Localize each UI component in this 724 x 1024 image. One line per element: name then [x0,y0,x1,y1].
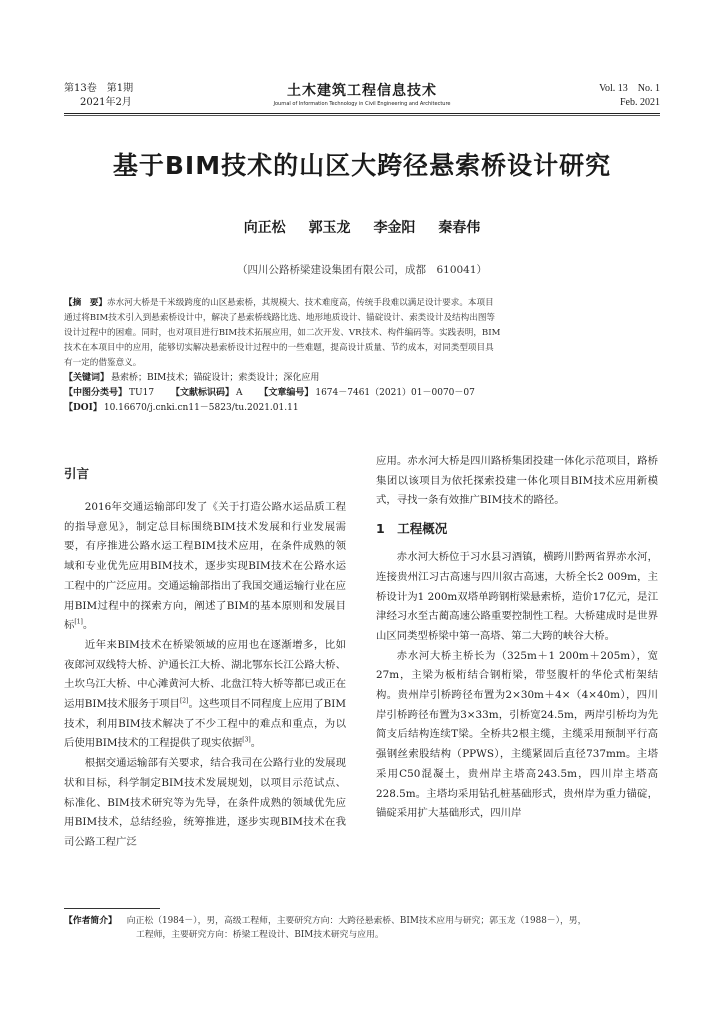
journal-title-en: Journal of Information Technology in Civil Engineering and Architecture [273,101,451,107]
citation: [3] [242,736,251,744]
keywords-label: 【关键词】 [64,373,110,383]
paragraph: 根据交通运输部有关要求，结合我司在公路行业的发展现状和目标，科学制定BIM技术发展规划，以项目示范试点、标准化、BIM技术研究等为先导，在条件成熟的领域优先应用BIM技术，总结经验，统筹推进，逐步实现BIM技术在我司公路工程广泛 [64,757,346,848]
footnote-label: 【作者简介】 [64,916,117,926]
abstract-line: 通过将BIM技术引入到悬索桥设计中，解决了悬索桥线路比选、地形地质设计、锚碇设计、索类设计及结构出图等 [64,313,496,323]
abstract-block [64,296,660,416]
classification [64,386,660,401]
abstract-line: 有一定的借鉴意义。 [64,358,142,368]
doi [64,401,660,416]
volume-issue-en: Vol. 13 No. 1 [599,83,660,94]
clc-value: TU17 [129,388,155,398]
header-rule [64,113,660,114]
article-number-label: 【文章编号】 [259,388,314,398]
issue-info-en [599,82,660,110]
citation: [2] [179,697,189,705]
article-number-value: 1674－7461（2021）01－0070－07 [315,388,475,398]
footnote-rule [64,908,160,909]
abstract-line: 技术在本项目中的应用，能够切实解决悬索桥设计过程中的一些难题，提高设计质量、节约成本，对同类型项目具 [64,343,494,353]
paragraph: 近年来BIM技术在桥梁领域的应用也在逐渐增多，比如夜郎河双线特大桥、沪通长江大桥、湖北鄂东长江公路大桥、土坎乌江大桥、中心滩黄河大桥、北盘江特大桥等都已或正在运用BIM技术服务于项目[2]。这些项目不同程度上应用了BIM技术，利用BIM技术解决了不少工程中的难点和重点，为以后使用BIM技术的工程提供了现实依据[3]。 [64,638,346,750]
publish-date: 2021年2月 [80,97,132,108]
section-heading: 1 工程概况 [376,521,448,537]
journal-name [64,82,660,108]
paragraph: 赤水河大桥主桥长为（325m＋1 200m＋205m），宽27m，主梁为板桁结合钢桁梁，带竖腹杆的华伦式桁架结构。贵州岸引桥跨径布置为2×30m＋4×（4×40m），四川岸引桥跨径布置为3×33m，引桥宽24.5m，两岸引桥均为先简支后结构连续T梁。全桥共2根主缆，主缆采用预制平行高强钢丝索股结构（PPWS），主缆紧固后直径737mm。主塔采用C50混凝土，贵州岸主塔高243.5m，四川岸主塔高228.5m。主塔均采用钻孔桩基础形式，贵州岸为重力锚碇，锚碇采用扩大基础形式，四川岸 [376,649,658,820]
paragraph: 2016年交通运输部印发了《关于打造公路水运品质工程的指导意见》，制定总目标围绕BIM技术发展和行业发展需要，有序推进公路水运工程BIM技术应用，在条件成熟的领域和专业优先应用BIM技术，逐步实现BIM技术在公路水运工程中的广泛应用。交通运输部指出了我国交通运输行业在应用BIM过程中的探索方向，阐述了BIM的基本原则和发展目标[1]。 [64,501,346,632]
publish-date-en: Feb. 2021 [620,97,660,108]
doc-code-value: A [235,388,243,398]
header-rule-thin [64,115,660,116]
keywords [64,371,660,386]
author: 向正松 [243,220,286,236]
abstract-label: 【摘 要】 [64,298,107,308]
intro-heading: 引言 [64,466,90,481]
author: 郭玉龙 [308,220,351,236]
article-title: 基于BIM技术的山区大跨径悬索桥设计研究 [112,151,612,180]
keywords-text: 悬索桥；BIM技术；锚碇设计；索类设计；深化应用 [111,373,320,383]
doi-label: 【DOI】 [64,403,102,413]
abstract-line: 【摘 要】赤水河大桥是千米级跨度的山区悬索桥，其规模大、技术难度高，传统手段难以满足设计要求。本项目 [64,298,494,308]
footnote-line: 工程师，主要研究方向：桥梁工程设计、BIM技术研究与应用。 [136,930,384,940]
author: 秦春伟 [438,220,481,236]
page-header [64,82,660,116]
paragraph: 应用。赤水河大桥是四川路桥集团投建一体化示范项目，路桥集团以该项目为依托探索投建一体化项目BIM技术应用新模式，寻找一条有效推广BIM技术的路径。 [376,455,658,507]
right-column [376,452,658,824]
paragraph: 赤水河大桥位于习水县习酒镇，横跨川黔两省界赤水河，连接贵州江习古高速与四川叙古高速，大桥全长2 009m，主桥设计为1 200m双塔单跨钢桁梁悬索桥，造价17亿元，是江津经习水至古蔺高速公路重要控制性工程。大桥建成时是世界山区同类型桥梁中第一高塔、第二大跨的峡谷大桥。 [376,551,658,642]
citation: [1] [74,618,83,626]
left-column [64,458,346,853]
journal-title-cn: 土木建筑工程信息技术 [287,83,437,99]
affiliation: （四川公路桥梁建设集团有限公司，成都 610041） [236,264,488,276]
clc-label: 【中图分类号】 [64,388,128,398]
author-footnote [64,914,660,942]
volume-issue: 第13卷 第1期 [64,83,134,94]
abstract-line: 设计过程中的困难。同时，也对项目进行BIM技术拓展应用，如二次开发、VR技术、构件编码等。实践表明，BIM [64,328,501,338]
doc-code-label: 【文献标识码】 [170,388,234,398]
footnote-line: 【作者简介】 向正松（1984－），男，高级工程师，主要研究方向：大跨径悬索桥、BIM技术应用与研究；郭玉龙（1988－），男， [64,916,587,926]
doi-value: 10.16670/j.cnki.cn11－5823/tu.2021.01.11 [103,403,299,413]
author: 李金阳 [373,220,416,236]
author-list [40,218,684,238]
